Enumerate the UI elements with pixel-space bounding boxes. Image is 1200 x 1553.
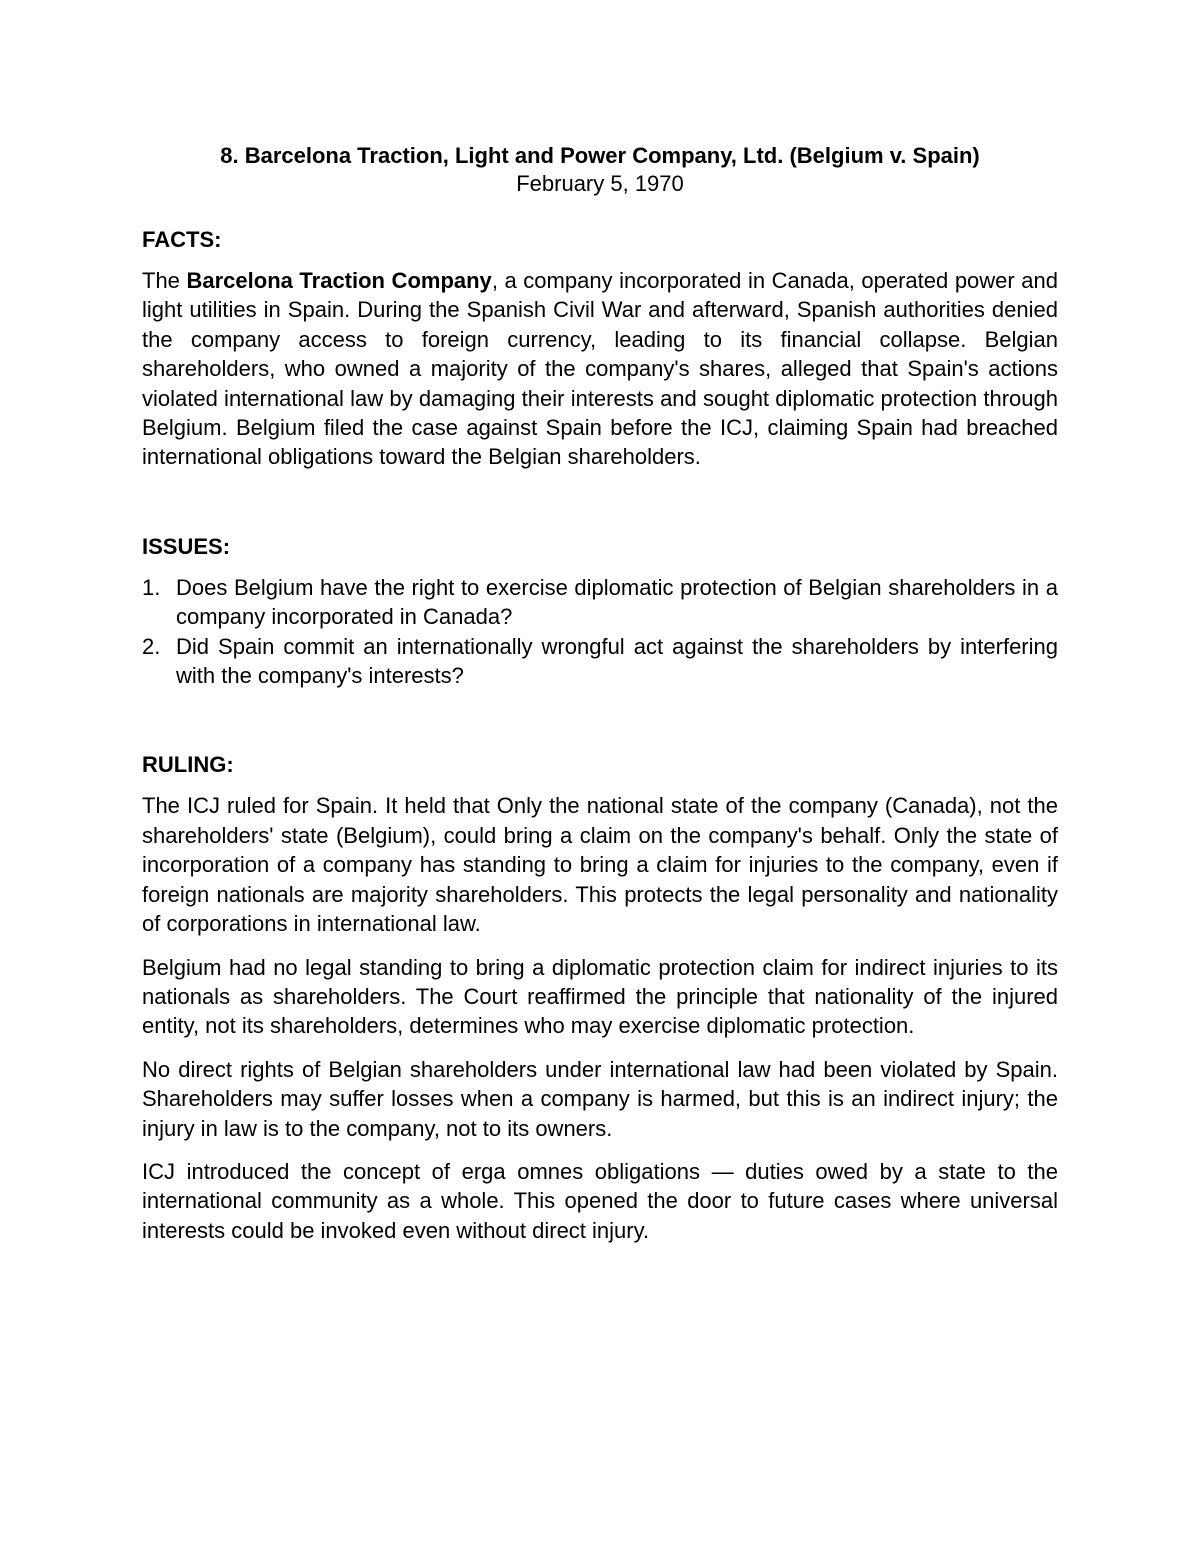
- ruling-paragraph: The ICJ ruled for Spain. It held that Only the national state of the company (Canada), not the shareholders' state (Belgium), could bring a claim on the company's behalf. Only the state of incorporation of a company has standing to bring a claim for injuries to the company, even if foreign nationals are majority shareholders. This protects the legal personality and nationality of corporations in international law.: [142, 793, 1058, 937]
- case-date: February 5, 1970: [516, 171, 684, 196]
- issues-heading: ISSUES:: [142, 533, 231, 559]
- issue-item: [142, 573, 1058, 632]
- document-page: [142, 142, 1058, 1245]
- ruling-paragraph: No direct rights of Belgian shareholders under international law had been violated by Spain. Shareholders may suffer losses when a company is harmed, but this is an indirect injury; the injury in law is to the company, not to its owners.: [142, 1056, 1058, 1141]
- facts-body: , a company incorporated in Canada, operated power and light utilities in Spain. During the Spanish Civil War and afterward, Spanish authorities denied the company access to foreign currency, leading to its financial collapse. Belgian shareholders, who owned a majority of the company's shares, alleged that Spain's actions violated international law by damaging their interests and sought diplomatic protection through Belgium. Belgium filed the case against Spain before the ICJ, claiming Spain had breached international obligations toward the Belgian shareholders.: [142, 268, 1059, 470]
- ruling-paragraph: Belgium had no legal standing to bring a diplomatic protection claim for indirect injuries to its nationals as shareholders. The Court reaffirmed the principle that nationality of the injured entity, not its shareholders, determines who may exercise diplomatic protection.: [142, 954, 1058, 1039]
- issues-list: [142, 573, 1058, 691]
- issue-text: Did Spain commit an internationally wrongful act against the shareholders by interfering with the company's interests?: [176, 633, 1058, 689]
- facts-company-name: Barcelona Traction Company: [186, 268, 492, 293]
- issue-item: [142, 632, 1058, 691]
- facts-paragraph: [142, 266, 1058, 472]
- facts-heading: FACTS:: [142, 227, 222, 252]
- facts-lead: The: [142, 268, 187, 293]
- issue-text: Does Belgium have the right to exercise diplomatic protection of Belgian shareholders in a company incorporated in Canada?: [176, 574, 1058, 630]
- issue-number: 2.: [142, 633, 161, 659]
- ruling-paragraph: ICJ introduced the concept of erga omnes obligations — duties owed by a state to the international community as a whole. This opened the door to future cases where universal interests could be invoked even without direct injury.: [142, 1158, 1058, 1243]
- case-title: 8. Barcelona Traction, Light and Power Company, Ltd. (Belgium v. Spain): [220, 143, 980, 168]
- ruling-heading: RULING:: [142, 752, 234, 778]
- issue-number: 1.: [142, 574, 161, 600]
